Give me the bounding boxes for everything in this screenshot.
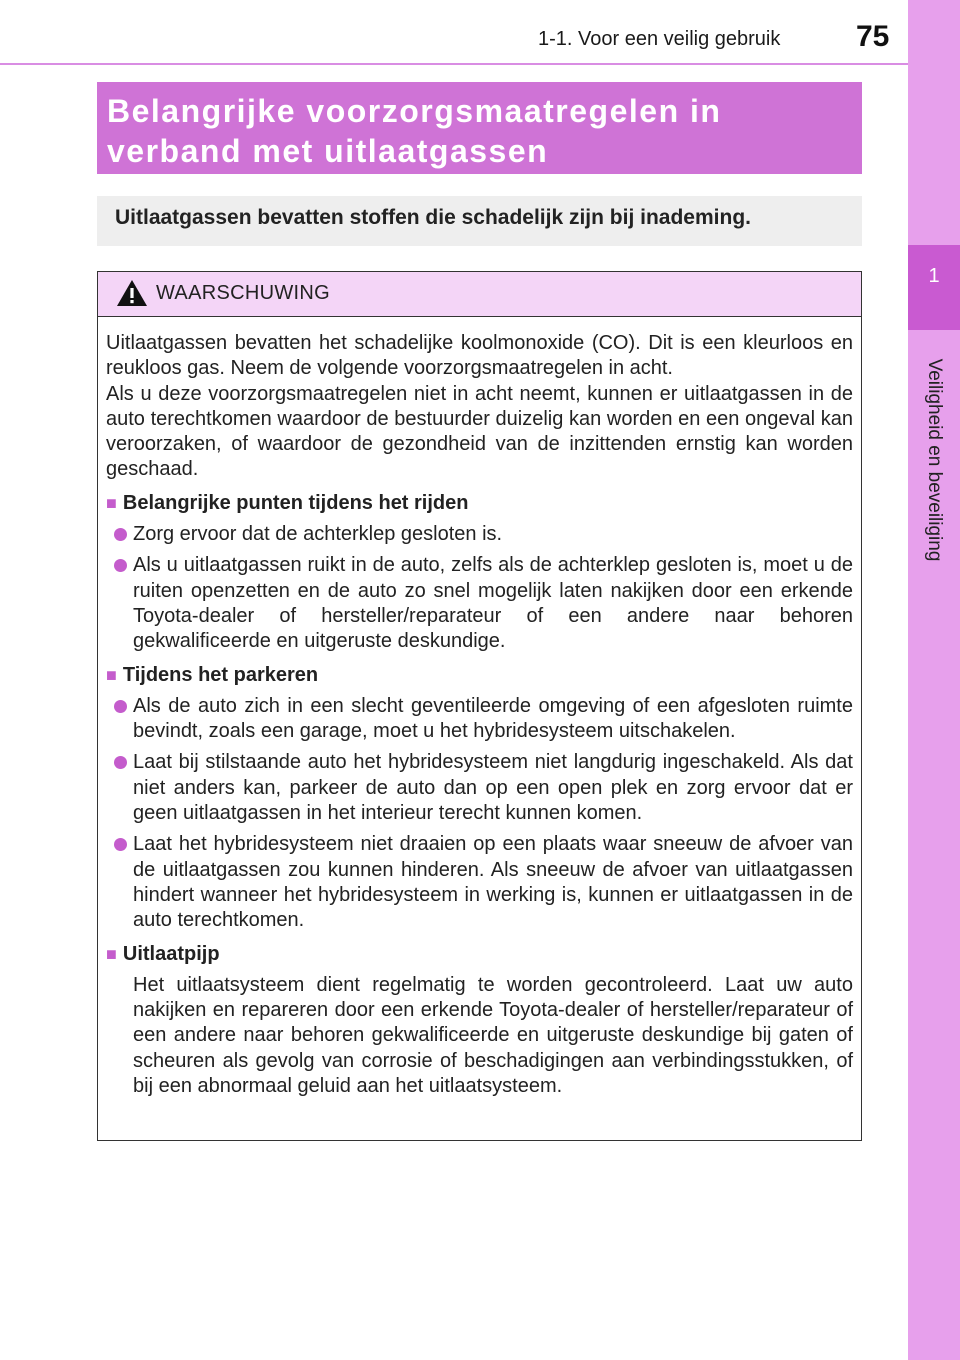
page-title-banner <box>97 82 862 174</box>
warning-paragraph-1: Uitlaatgassen bevatten het schadelijke koolmonoxide (CO). Dit is een kleurloos en reukloos gas. Neem de volgende voorzorgsmaatregelen in acht. <box>106 332 853 380</box>
list-item <box>106 694 853 745</box>
list-item <box>106 832 853 933</box>
square-bullet-icon: ■ <box>106 664 117 685</box>
list-item-text: Laat het hybridesysteem niet draaien op een plaats waar sneeuw de afvoer van de uitlaatgassen zou kunnen hinderen. Als sneeuw de afvoer van uitlaatgassen hindert wanneer het hybridesysteem in werking is, kunnen er uitlaatgassen in de auto terechtkomen. <box>133 833 853 932</box>
list-item <box>106 750 853 826</box>
chapter-side-tab[interactable] <box>908 0 960 1360</box>
section-heading-text: Tijdens het parkeren <box>122 663 319 686</box>
page-title-line-1: Belangrijke voorzorgsmaatregelen in <box>107 93 722 129</box>
exhaust-pipe-text: Het uitlaatsysteem dient regelmatig te worden gecontroleerd. Laat uw auto nakijken en repareren door een erkende Toyota-dealer of hersteller/reparateur of een andere naar behoren gekwalificeerde en uitgeruste deskundige bij gaten of scheuren als gevolg van corrosie of beschadigingen aan verbindingsstukken, of bij een abnormaal geluid aan het uitlaatsysteem. <box>133 973 853 1098</box>
section-heading-text: Uitlaatpijp <box>122 942 220 965</box>
square-bullet-icon: ■ <box>106 943 117 964</box>
chapter-number: 1 <box>928 265 940 287</box>
list-item <box>106 553 853 654</box>
warning-paragraph-2: Als u deze voorzorgsmaatregelen niet in acht neemt, kunnen er uitlaatgassen in de auto terechtkomen waardoor de bestuurder duizelig kan worden en een ongeval kan veroorzaken, of waardoor de gezondheid van de inzittenden ernstig kan worden geschaad. <box>106 382 853 481</box>
list-item-text: Zorg ervoor dat de achterklep gesloten is. <box>133 523 503 546</box>
page-title-line-2: verband met uitlaatgassen <box>107 133 549 169</box>
intro-summary: Uitlaatgassen bevatten stoffen die schadelijk zijn bij inademing. <box>97 196 862 246</box>
square-bullet-icon: ■ <box>106 492 117 513</box>
bullet-dot-icon <box>114 559 127 572</box>
bullet-dot-icon <box>114 756 127 769</box>
bullet-dot-icon <box>114 838 127 851</box>
list-item <box>106 522 853 547</box>
list-item-text: Laat bij stilstaande auto het hybridesysteem niet langdurig ingeschakeld. Als dat niet anders kan, parkeer de auto dan op een open plek en zorg ervoor dat er geen uitlaatgassen in het interieur terecht kunnen komen. <box>133 751 853 825</box>
section-reference: 1-1. Voor een veilig gebruik <box>538 28 781 50</box>
bullet-dot-icon <box>114 700 127 713</box>
warning-triangle-icon <box>116 279 148 307</box>
section-heading-driving <box>106 491 853 516</box>
list-item-text: Als u uitlaatgassen ruikt in de auto, zelfs als de achterklep gesloten is, moet u de ruiten openzetten en de auto zo snel mogelijk laten nakijken door een erkende Toyota-dealer of hersteller/reparateur of een andere naar behoren gekwalificeerde en uitgeruste deskundige. <box>133 554 853 653</box>
bullet-dot-icon <box>114 528 127 541</box>
page-number: 75 <box>856 20 890 53</box>
warning-label: WAARSCHUWING <box>156 282 330 304</box>
section-heading-parking <box>106 663 853 688</box>
warning-box <box>97 271 862 1141</box>
header-rule <box>0 63 908 65</box>
chapter-title: Veiligheid en beveiliging <box>924 358 945 562</box>
warning-body <box>98 317 861 1099</box>
warning-header <box>98 272 861 317</box>
section-heading-text: Belangrijke punten tijdens het rijden <box>122 491 469 514</box>
list-item-text: Als de auto zich in een slecht geventileerde omgeving of een afgesloten ruimte bevindt, zoals een garage, moet u het hybridesysteem uitschakelen. <box>133 694 853 743</box>
section-heading-exhaust-pipe <box>106 942 853 967</box>
